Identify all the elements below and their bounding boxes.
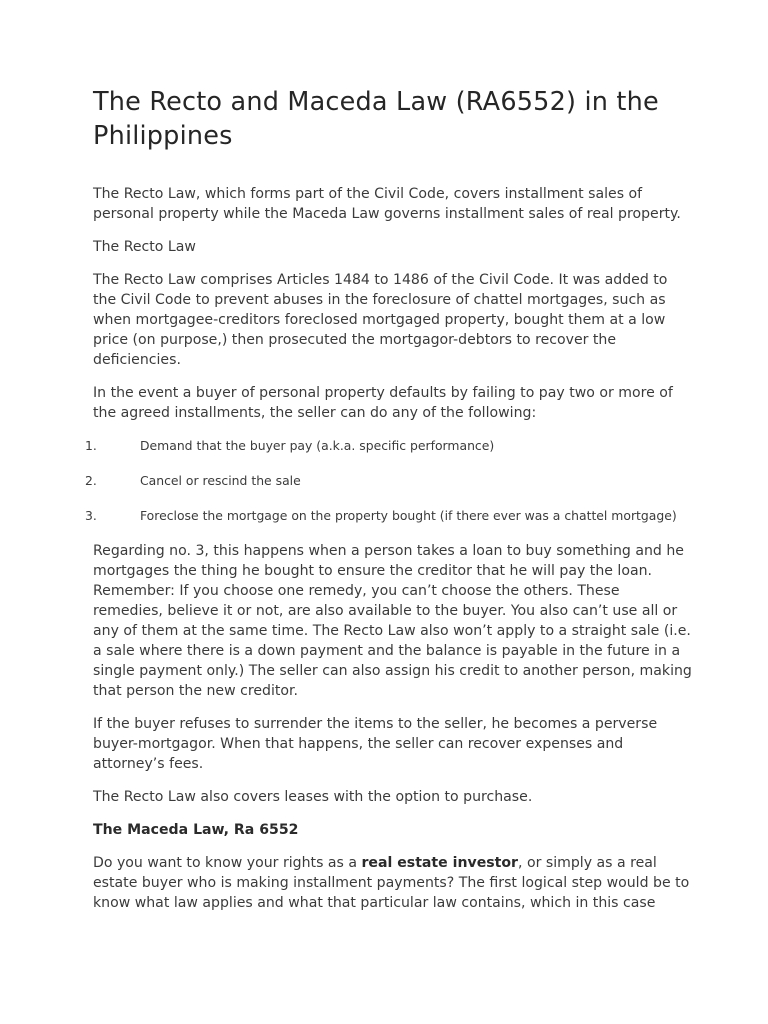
recto-law-heading: The Recto Law <box>93 239 196 255</box>
recto-law-paragraph-1: The Recto Law comprises Articles 1484 to 1486 of the Civil Code. It was added to the Civil Code to prevent abuses in the foreclosure of chattel mortgages, such as when mortgagee-creditors foreclosed mortgaged property, bought them at a low price (on purpose,) then prosecuted the mortgagor-debtors to recover the deficiencies. <box>93 272 668 368</box>
list-item-text: Demand that the buyer pay (a.k.a. specific performance) <box>140 438 495 453</box>
recto-law-paragraph-5: The Recto Law also covers leases with the option to purchase. <box>93 789 533 805</box>
maceda-paragraph-text-start: Do you want to know your rights as a <box>93 855 362 871</box>
list-item-text: Cancel or rescind the sale <box>140 473 301 488</box>
remedies-list <box>85 436 693 526</box>
maceda-law-paragraph-1 <box>93 853 693 913</box>
list-item <box>85 436 693 456</box>
recto-law-paragraph-2: In the event a buyer of personal property defaults by failing to pay two or more of the agreed installments, the seller can do any of the following: <box>93 385 673 421</box>
recto-law-paragraph-4: If the buyer refuses to surrender the items to the seller, he becomes a perverse buyer-mortgagor. When that happens, the seller can recover expenses and attorney’s fees. <box>93 716 658 772</box>
list-item <box>85 471 693 491</box>
maceda-law-heading: The Maceda Law, Ra 6552 <box>93 822 299 838</box>
maceda-paragraph-text-end: , or simply as a real estate buyer who is making installment payments? The first logical step would be to know what law applies and what that particular law contains, which in this case <box>93 855 690 911</box>
list-item-text: Foreclose the mortgage on the property bought (if there ever was a chattel mortgage) <box>140 508 677 523</box>
document-title: The Recto and Maceda Law (RA6552) in the Philippines <box>93 87 659 151</box>
list-item-number: 1. <box>85 438 97 453</box>
list-item-number: 2. <box>85 473 97 488</box>
real-estate-investor-emphasis: real estate investor <box>361 855 519 871</box>
list-item-number: 3. <box>85 508 97 523</box>
intro-paragraph: The Recto Law, which forms part of the Civil Code, covers installment sales of personal property while the Maceda Law governs installment sales of real property. <box>93 186 681 222</box>
recto-law-paragraph-3: Regarding no. 3, this happens when a person takes a loan to buy something and he mortgages the thing he bought to ensure the creditor that he will pay the loan. Remember: If you choose one remedy, you can’t choose the others. These remedies, believe it or not, are also available to the buyer. You also can’t use all or any of them at the same time. The Recto Law also won’t apply to a straight sale (i.e. a sale where there is a down payment and the balance is payable in the future in a single payment only.) The seller can also assign his credit to another person, making that person the new creditor. <box>93 543 692 699</box>
document-page <box>85 85 693 926</box>
list-item <box>85 506 693 526</box>
